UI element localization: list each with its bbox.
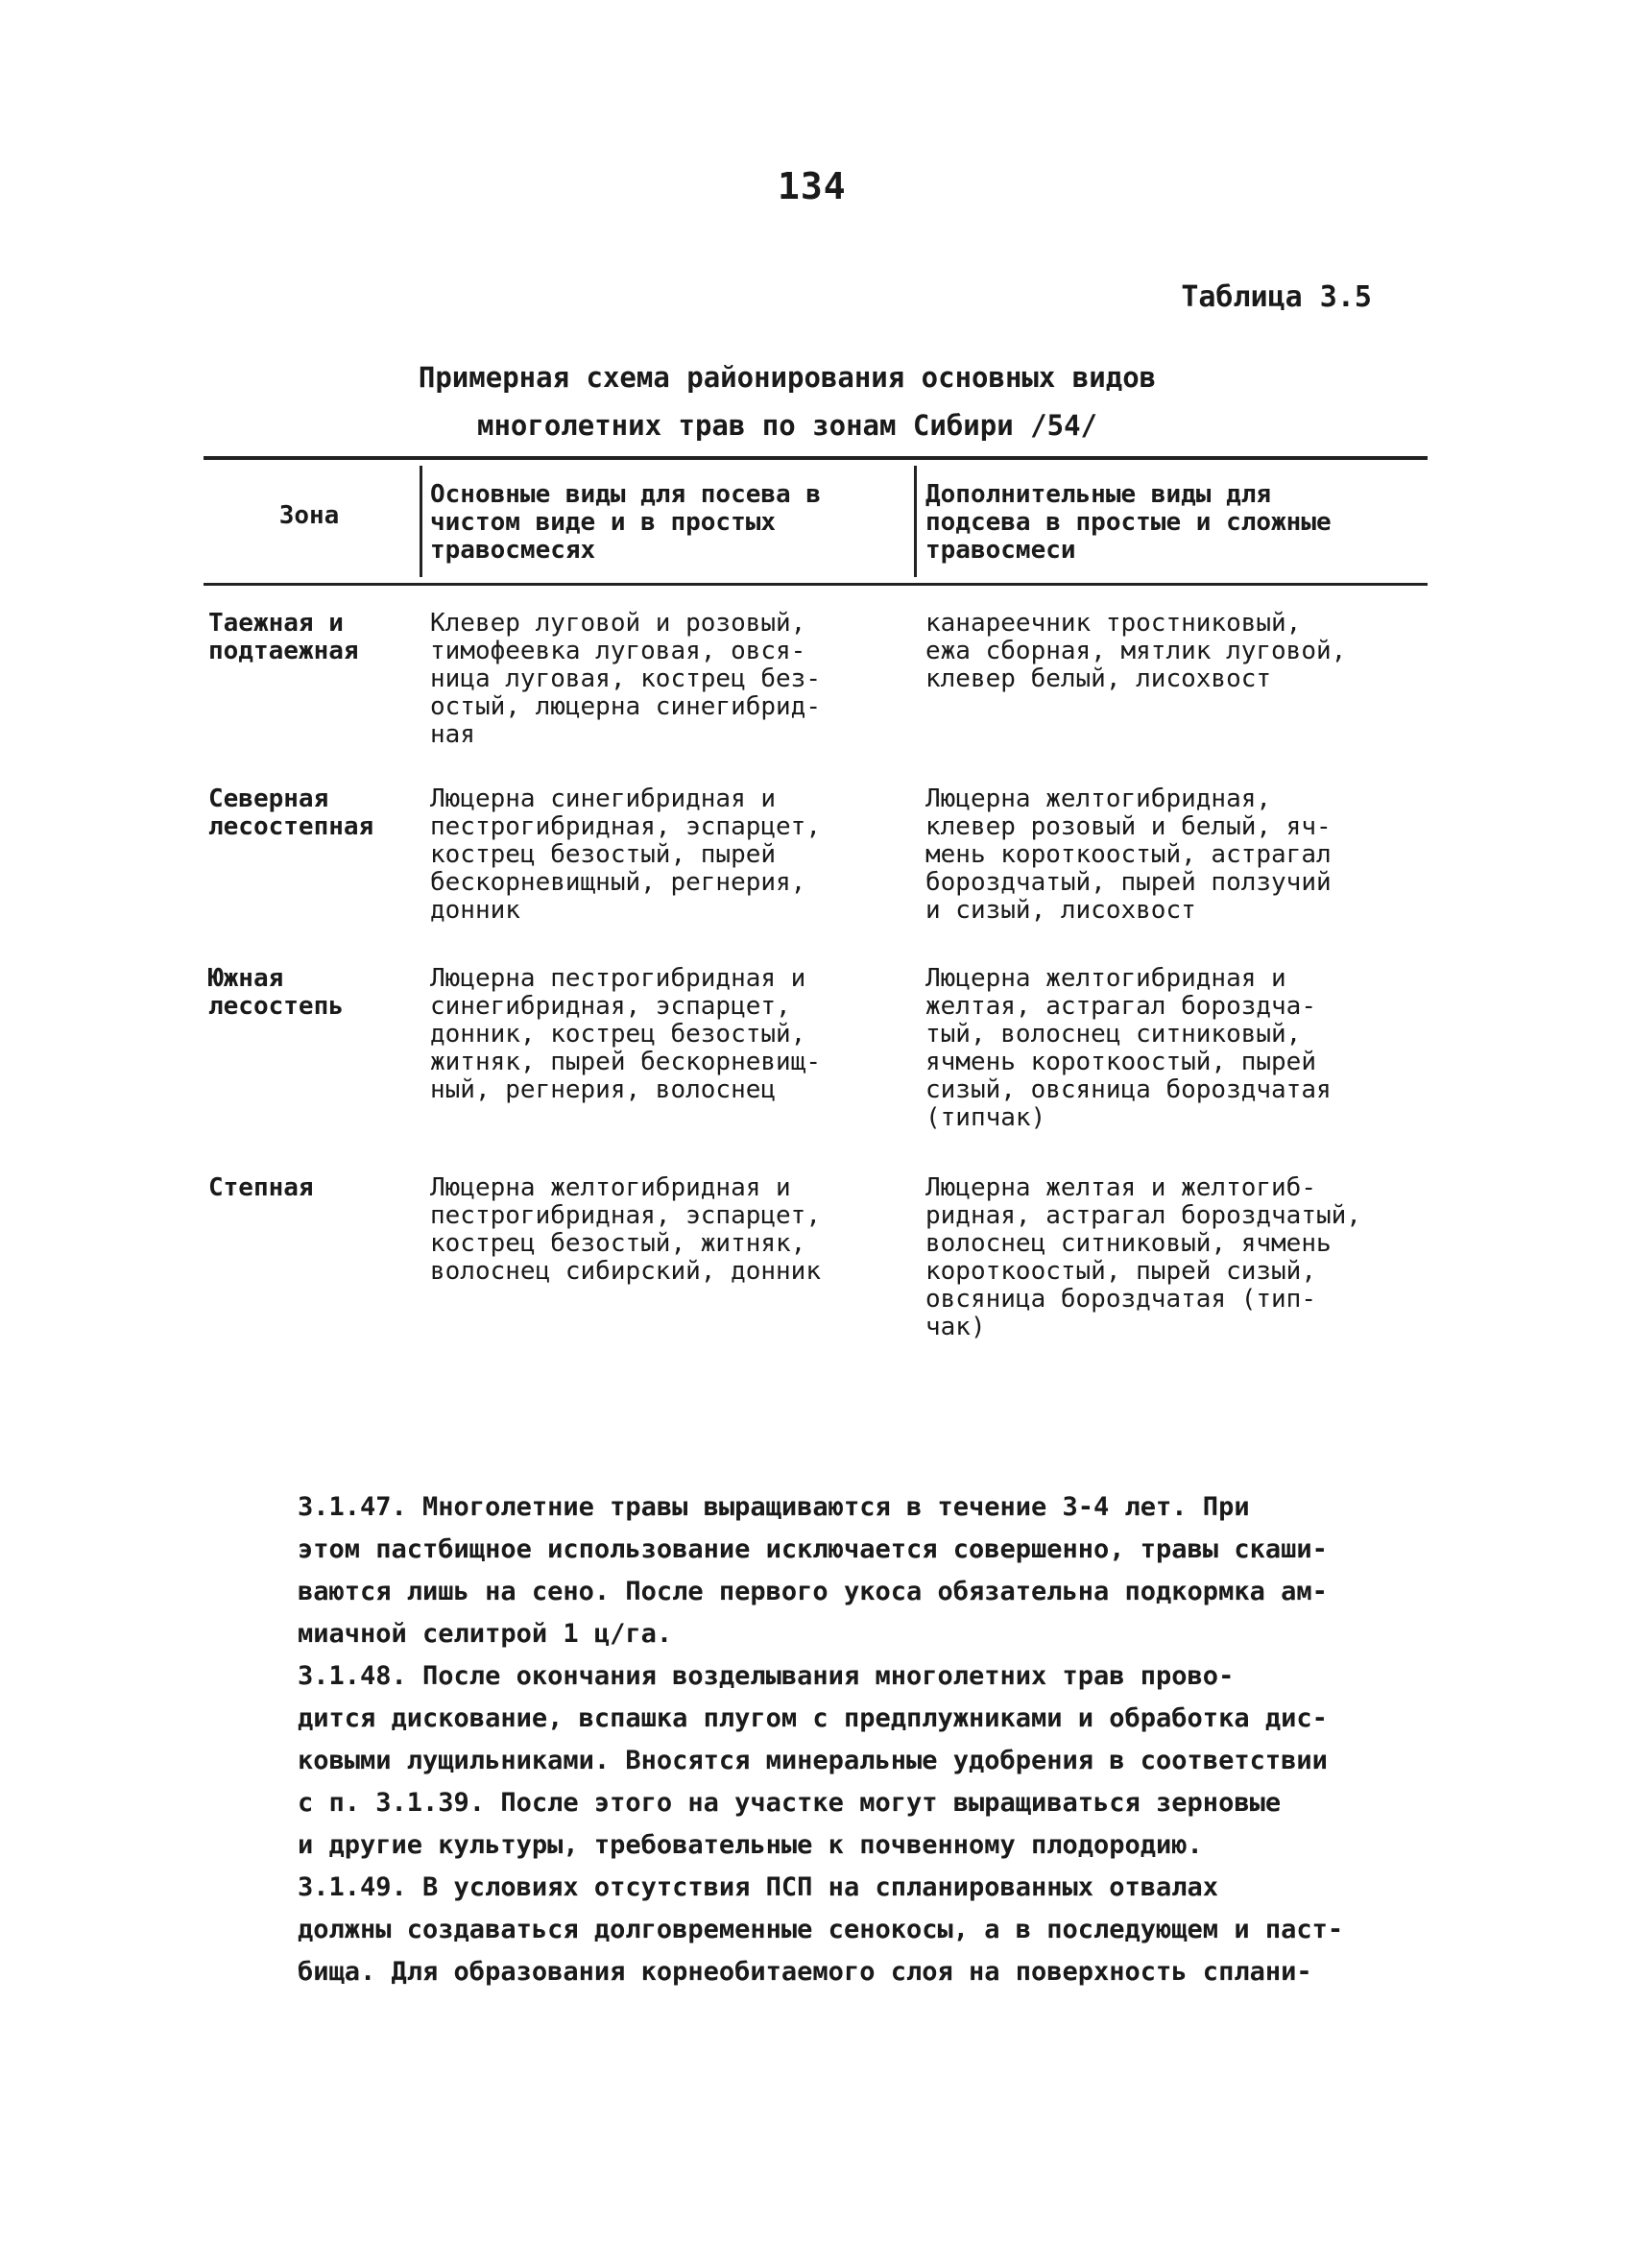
extra-species-cell: Люцерна желтогибридная и желтая, астрагал бороздча- тый, волоснец ситниковый, ячмень короткоостый, пырей сизый, овсяница бороздчатая (типчак) bbox=[925, 964, 1332, 1132]
zone-cell: Таежная и подтаежная bbox=[208, 609, 359, 665]
paragraph-3-1-48: 3.1.48. После окончания возделывания многолетних трав прово- дится дискование, вспашка плугом с предплужниками и обработка дис- ковыми лущильниками. Вносятся минеральные удобрения в соответствии с п. 3.1.39. После этого на участке могут выращиваться зерновые и другие культуры, требовательные к почвенному плодородию. bbox=[298, 1661, 1328, 1860]
table-label: Таблица 3.5 bbox=[1181, 280, 1372, 314]
zone-cell: Степная bbox=[208, 1173, 314, 1202]
header-separator bbox=[420, 466, 422, 577]
header-main-species: Основные виды для посева в чистом виде и в простых травосмесях bbox=[430, 480, 821, 565]
paragraph-3-1-47: 3.1.47. Многолетние травы выращиваются в течение 3-4 лет. При этом пастбищное использование исключается совершенно, травы скаши- ваются лишь на сено. После первого укоса обязательна подкормка ам- миачной селитрой 1 ц/га. bbox=[298, 1492, 1328, 1649]
extra-species-cell: Люцерна желтогибридная, клевер розовый и белый, яч- мень короткоостый, астрагал бороздчатый, пырей ползучий и сизый, лисохвост bbox=[925, 784, 1332, 925]
table-header bbox=[204, 456, 1428, 586]
main-species-cell: Люцерна пестрогибридная и синегибридная, эспарцет, донник, кострец безостый, житняк, пырей бескорневищ- ный, регнерия, волоснец bbox=[430, 964, 821, 1104]
extra-species-cell: Люцерна желтая и желтогиб- ридная, астрагал бороздчатый, волоснец ситниковый, ячмень короткоостый, пырей сизый, овсяница бороздчатая (тип- чак) bbox=[925, 1173, 1361, 1341]
extra-species-cell: канареечник тростниковый, ежа сборная, мятлик луговой, клевер белый, лисохвост bbox=[925, 609, 1347, 693]
main-species-cell: Люцерна синегибридная и пестрогибридная, эспарцет, кострец безостый, пырей бескорневищный, регнерия, донник bbox=[430, 784, 821, 925]
main-species-cell: Люцерна желтогибридная и пестрогибридная, эспарцет, кострец безостый, житняк, волоснец сибирский, донник bbox=[430, 1173, 821, 1286]
main-species-cell: Клевер луговой и розовый, тимофеевка луговая, овся- ница луговая, кострец без- остый, люцерна синегибрид- ная bbox=[430, 609, 821, 749]
header-extra-species: Дополнительные виды для подсева в простые и сложные травосмеси bbox=[925, 480, 1332, 565]
header-separator bbox=[914, 466, 917, 577]
body-text bbox=[298, 1486, 1440, 1993]
header-zone: Зона bbox=[278, 501, 340, 530]
zone-cell: Южная лесостепь bbox=[208, 964, 344, 1021]
page-number: 134 bbox=[778, 165, 847, 207]
zoning-table bbox=[204, 456, 1428, 1368]
paragraph-3-1-49: 3.1.49. В условиях отсутствия ПСП на спланированных отвалах должны создаваться долговременные сенокосы, а в последующем и паст- бища. Для образования корнеобитаемого слоя на поверхность сплани- bbox=[298, 1872, 1344, 1987]
table-title: Примерная схема районирования основных видов многолетних трав по зонам Сибири /54/ bbox=[418, 361, 1157, 442]
zone-cell: Северная лесостепная bbox=[208, 784, 374, 841]
